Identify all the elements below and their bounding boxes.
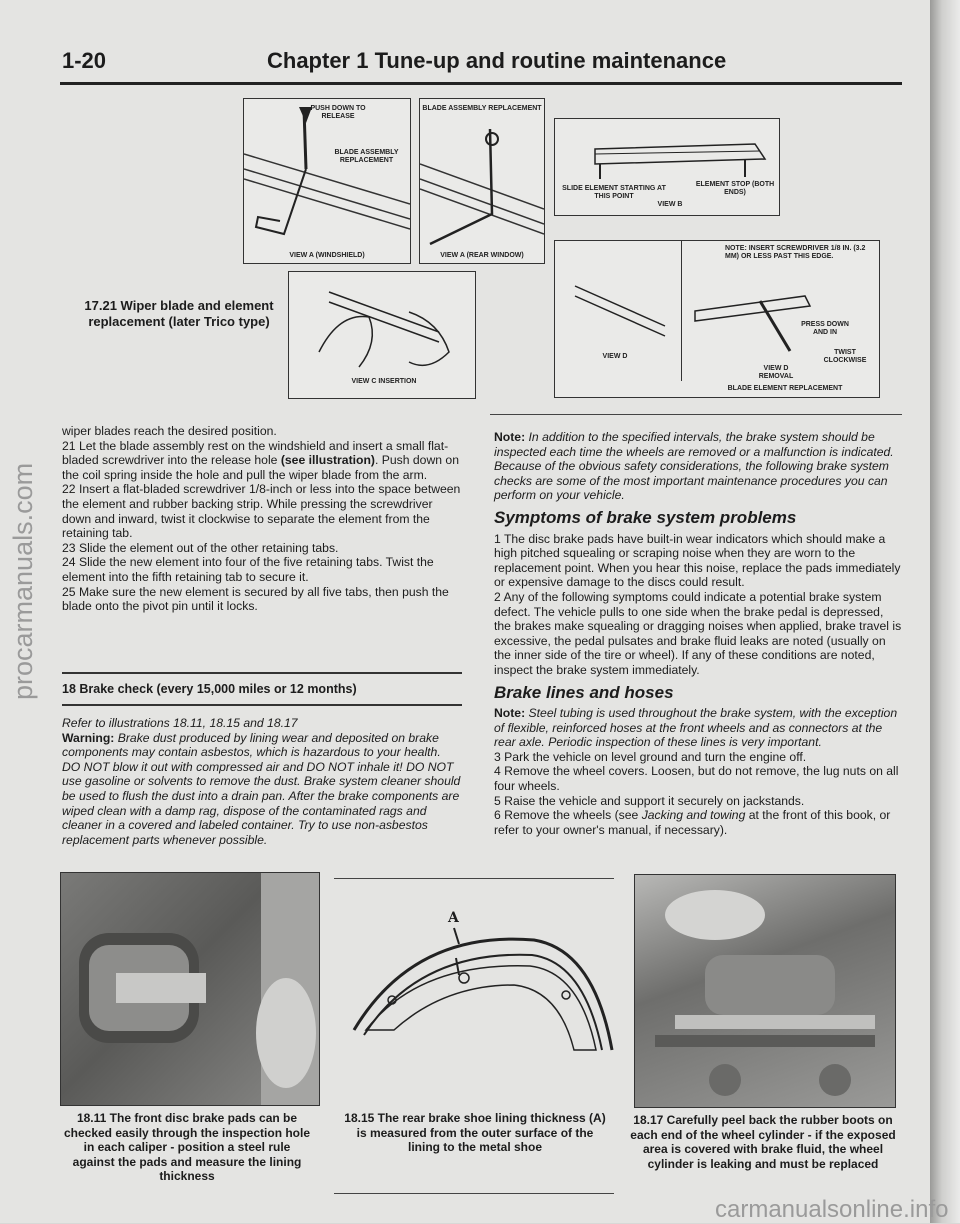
photo-caliper-inspection — [60, 872, 320, 1106]
book-spine — [930, 0, 960, 1223]
brake-shoe-drawing — [334, 900, 618, 1068]
label-view-a-windshield: VIEW A (WINDSHIELD) — [289, 252, 365, 259]
symptom-1: 1 The disc brake pads have built-in wear indicators which should make a high pitched squealing or scraping noise when they are worn to the replacement point. When you hear this noise, replace the pads immediately or expensive damage to the discs could result. — [494, 531, 901, 590]
figure-18-15-caption: 18.15 The rear brake shoe lining thickness (A) is measured from the outer surface of the lining to the metal shoe — [344, 1111, 606, 1154]
fig-18-15-bottom-rule — [334, 1193, 614, 1194]
para-continuation: wiper blades reach the desired position. — [62, 424, 277, 438]
wheel-cylinder-photo-drawing — [635, 875, 895, 1107]
wiper-rear-drawing — [420, 99, 544, 263]
step-6: 6 Remove the wheels (see Jacking and towing at the front of this book, or refer to your owner's manual, if necessary). — [494, 808, 891, 837]
note-paragraph — [494, 430, 902, 503]
figure-panel-view-a-rear — [419, 98, 545, 264]
wiper-windshield-drawing — [244, 99, 410, 263]
figure-17-21-caption: 17.21 Wiper blade and element replacement (later Trico type) — [84, 298, 274, 329]
jacking-towing-ref: Jacking and towing — [641, 808, 746, 823]
fig-18-15-top-rule — [334, 878, 614, 879]
note2-text: Steel tubing is used throughout the brake system, with the exception of flexible, reinforced hoses at the front wheels and as connectors at the rear axle. Periodic inspection of these lines is very important. — [494, 706, 898, 750]
figure-panel-view-a-windshield — [243, 98, 411, 264]
header-rule — [60, 82, 902, 85]
refer-illustrations: Refer to illustrations 18.11, 18.15 and 18.17 — [62, 716, 298, 730]
label-note-screwdriver: NOTE: INSERT SCREWDRIVER 1/8 IN. (3.2 MM) OR LESS PAST THIS EDGE. — [725, 245, 866, 260]
page-number: 1-20 — [62, 48, 107, 73]
label-press-down: PRESS DOWN AND IN — [801, 321, 849, 336]
label-view-d-removal: VIEW D REMOVAL — [758, 365, 794, 380]
label-view-a-rear: VIEW A (REAR WINDOW) — [440, 252, 524, 259]
section-18-heading: 18 Brake check (every 15,000 miles or 12 months) — [62, 682, 357, 696]
left-text-column — [62, 424, 462, 614]
step-4: 4 Remove the wheel covers. Loosen, but do not remove, the lug nuts on all four wheels. — [494, 764, 899, 794]
caliper-photo-drawing — [61, 873, 319, 1105]
bottom-watermark: carmanualsonline.info — [715, 1196, 949, 1223]
warning-paragraph — [62, 731, 462, 848]
warning-text: Brake dust produced by lining wear and deposited on brake components may contain asbestos, which is hazardous to your health. DO NOT blow it out with compressed air and DO NOT inhale it! DO NOT use gasoline or solvents to remove the dust. Brake system cleaner should be used to flush the dust into a drain pan. After the brake components are wiped clean with a damp rag, dispose of the contaminated rags and cleaner in a covered and labeled container. Try to use non-asbestos replacement parts whenever possible. — [62, 730, 461, 847]
figure-panel-view-d — [554, 240, 880, 398]
label-blade-assembly-rear: BLADE ASSEMBLY REPLACEMENT — [422, 105, 542, 112]
step-22: 22 Insert a flat-bladed screwdriver 1/8-inch or less into the space between the element and rubber backing strip. While pressing the screwdriver down and inward, twist it clockwise to separate the element from the retaining tab. — [62, 482, 461, 541]
label-view-d: VIEW D — [602, 353, 628, 360]
section-18-body — [62, 716, 462, 847]
removal-drawing — [555, 241, 879, 397]
step-3: 3 Park the vehicle on level ground and turn the engine off. — [494, 749, 807, 764]
step-24: 24 Slide the new element into four of the five retaining tabs. Twist the element into the fifth retaining tab to secure it. — [62, 555, 434, 584]
step-23: 23 Slide the element out of the other retaining tabs. — [62, 540, 339, 555]
section-rule-top — [62, 672, 462, 674]
figure-18-11-caption: 18.11 The front disc brake pads can be checked easily through the inspection hole in each caliper - position a steel rule against the pads and measure the lining thickness — [63, 1111, 311, 1183]
label-element-stop: ELEMENT STOP (BOTH ENDS) — [695, 181, 775, 196]
step-5: 5 Raise the vehicle and support it securely on jackstands. — [494, 793, 805, 808]
heading-lines-hoses: Brake lines and hoses — [494, 682, 674, 702]
figure-rule — [490, 414, 902, 415]
panel-divider — [681, 241, 682, 381]
note-label: Note: — [494, 430, 526, 444]
symptom-2: 2 Any of the following symptoms could indicate a potential brake system defect. The vehicle pulls to one side when the brake pedal is depressed, the brakes make squealing or dragging noises when applied, brake travel is excessive, the pedal pulsates and brake fluid leaks are noted (usually on the inner side of the tire or wheel). If any of these conditions are noted, inspect the brake system immediately. — [494, 589, 902, 677]
step-21: 21 Let the blade assembly rest on the windshield and insert a small flat-bladed screwdriver into the release hole (see illustration). Push down on the coil spring inside the hole and pull the wiper blade from the arm. — [62, 438, 459, 482]
figure-panel-view-b — [554, 118, 780, 216]
label-view-c: VIEW C INSERTION — [351, 378, 417, 385]
warning-label: Warning: — [62, 730, 115, 745]
label-slide-element: SLIDE ELEMENT STARTING AT THIS POINT — [562, 185, 666, 200]
label-blade-assembly: BLADE ASSEMBLY REPLACEMENT — [334, 149, 399, 164]
section-rule-bottom — [62, 704, 462, 706]
step-25: 25 Make sure the new element is secured by all five tabs, then push the blade onto the pivot pin until it locks. — [62, 584, 449, 614]
photo-wheel-cylinder — [634, 874, 896, 1108]
label-blade-element-replacement: BLADE ELEMENT REPLACEMENT — [727, 385, 843, 392]
label-a: A — [448, 910, 459, 926]
heading-symptoms: Symptoms of brake system problems — [494, 507, 797, 527]
side-watermark: procarmanuals.com — [8, 462, 38, 700]
label-view-b: VIEW B — [657, 201, 683, 208]
note2-label: Note: — [494, 706, 526, 721]
note2-paragraph — [494, 706, 902, 750]
right-text-column — [494, 430, 902, 837]
label-twist: TWIST CLOCKWISE — [823, 349, 867, 364]
page-header — [62, 48, 902, 80]
figure-panel-view-c — [288, 271, 476, 399]
chapter-title: Chapter 1 Tune-up and routine maintenance — [267, 48, 727, 73]
note-text: In addition to the specified intervals, the brake system should be inspected each time the wheels are removed or a malfunction is indicated. Because of the obvious safety considerations, the following brake system checks are some of the most important maintenance procedures you can perform on your vehicle. — [494, 430, 894, 503]
see-illustration-link: (see illustration) — [280, 453, 375, 468]
label-push-down: PUSH DOWN TO RELEASE — [310, 105, 366, 120]
figure-18-17-caption: 18.17 Carefully peel back the rubber boots on each end of the wheel cylinder - if the exposed area is covered with brake fluid, the wheel cylinder is leaking and must be replaced — [630, 1113, 896, 1171]
